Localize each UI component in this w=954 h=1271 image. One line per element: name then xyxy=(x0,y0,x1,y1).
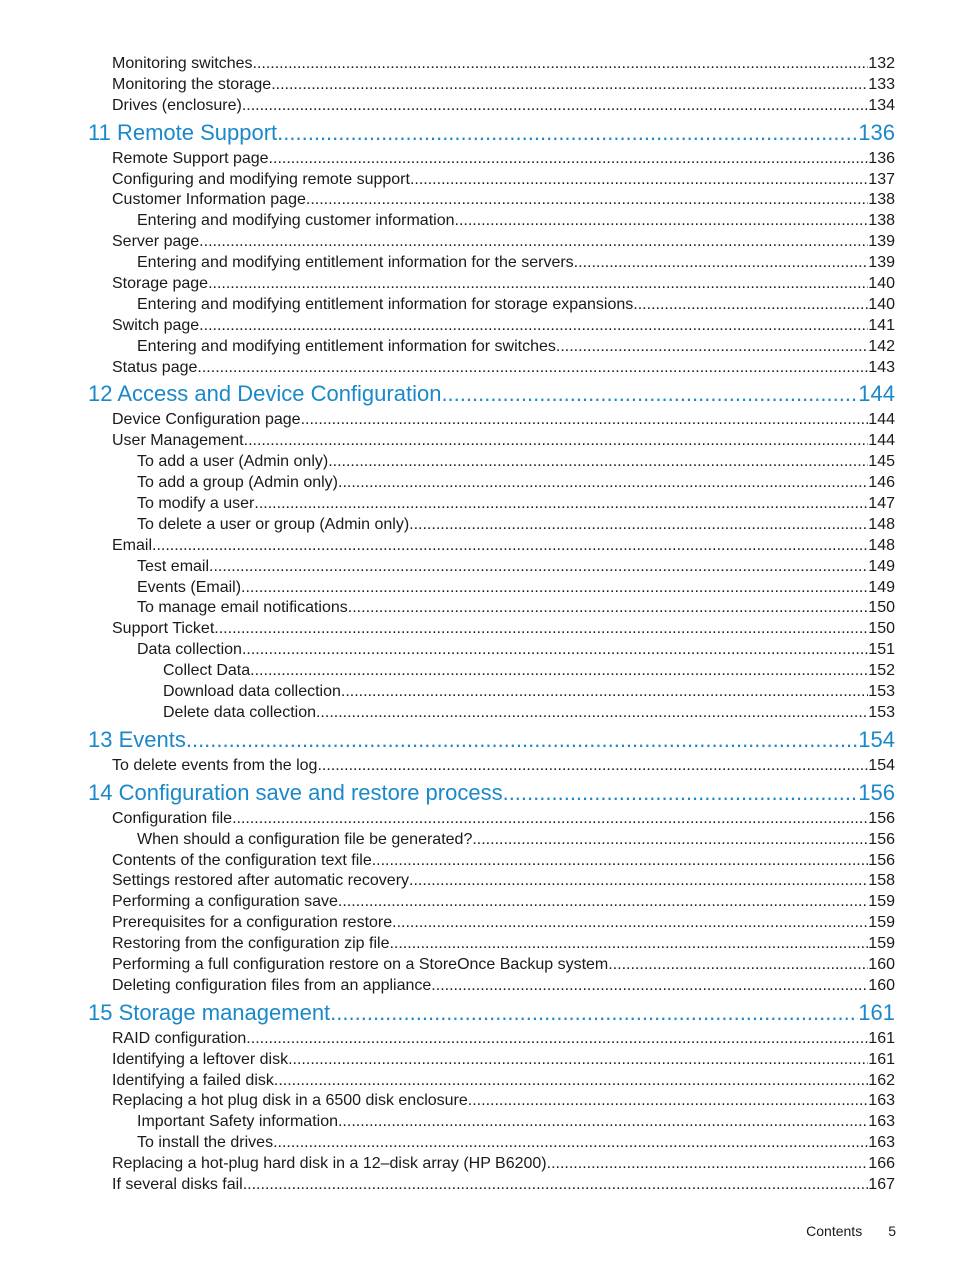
toc-section-entry[interactable] xyxy=(112,149,895,170)
toc-entry-page-number: 151 xyxy=(868,641,895,659)
toc-entry-title: Email xyxy=(112,536,153,554)
toc-entry-page-number: 146 xyxy=(868,474,895,492)
toc-entry-title: When should a configuration file be generated? xyxy=(137,830,473,848)
toc-subsubsection-entry[interactable] xyxy=(163,703,895,724)
toc-entry-page-number: 150 xyxy=(868,620,895,638)
dot-leader xyxy=(269,149,869,170)
toc-entry-page-number: 154 xyxy=(858,726,895,752)
toc-section-entry[interactable] xyxy=(112,934,895,955)
toc-entry-page-number: 139 xyxy=(868,254,895,272)
toc-entry-title: Entering and modifying customer information xyxy=(137,212,455,230)
toc-entry-title: Important Safety information xyxy=(137,1113,338,1131)
toc-entry-title: User Management xyxy=(112,432,244,450)
toc-subsection-entry[interactable] xyxy=(137,515,895,536)
toc-entry-title: To delete events from the log xyxy=(112,756,318,774)
dot-leader xyxy=(197,358,868,379)
toc-entry-page-number: 149 xyxy=(868,578,895,596)
toc-entry-page-number: 145 xyxy=(868,453,895,471)
dot-leader xyxy=(241,578,868,599)
toc-entry-page-number: 156 xyxy=(868,851,895,869)
toc-section-entry[interactable] xyxy=(112,1091,895,1112)
toc-entry-page-number: 156 xyxy=(868,830,895,848)
toc-subsection-entry[interactable] xyxy=(137,557,895,578)
toc-subsection-entry[interactable] xyxy=(137,473,895,494)
dot-leader xyxy=(316,703,868,724)
toc-section-entry[interactable] xyxy=(112,892,895,913)
page-footer xyxy=(806,1223,896,1239)
toc-entry-page-number: 161 xyxy=(868,1029,895,1047)
toc-entry-page-number: 161 xyxy=(868,1050,895,1068)
toc-entry-title: Test email xyxy=(137,557,210,575)
dot-leader xyxy=(441,378,858,410)
dot-leader xyxy=(472,830,868,851)
toc-section-entry[interactable] xyxy=(112,190,895,211)
dot-leader xyxy=(556,337,868,358)
toc-entry-page-number: 147 xyxy=(868,495,895,513)
dot-leader xyxy=(288,1050,868,1071)
toc-section-entry[interactable] xyxy=(112,871,895,892)
toc-chapter-entry[interactable] xyxy=(88,724,895,756)
toc-section-entry[interactable] xyxy=(112,316,895,337)
toc-entry-title: Switch page xyxy=(112,316,200,334)
dot-leader xyxy=(392,913,868,934)
toc-entry-page-number: 136 xyxy=(868,149,895,167)
toc-entry-page-number: 140 xyxy=(868,295,895,313)
toc-entry-page-number: 162 xyxy=(868,1071,895,1089)
toc-entry-page-number: 143 xyxy=(868,358,895,376)
toc-entry-title: Customer Information page xyxy=(112,191,306,209)
dot-leader xyxy=(242,96,868,117)
toc-entry-title: Events (Email) xyxy=(137,578,242,596)
dot-leader xyxy=(208,274,868,295)
footer-section-label: Contents xyxy=(806,1223,863,1239)
toc-entry-page-number: 144 xyxy=(868,432,895,450)
toc-entry-title: 15 Storage management xyxy=(88,999,331,1025)
toc-entry-page-number: 163 xyxy=(868,1113,895,1131)
dot-leader xyxy=(330,997,858,1029)
toc-section-entry[interactable] xyxy=(112,851,895,872)
toc-entry-page-number: 133 xyxy=(868,75,895,93)
toc-entry-page-number: 138 xyxy=(868,212,895,230)
toc-entry-page-number: 158 xyxy=(868,872,895,890)
dot-leader xyxy=(246,1029,868,1050)
toc-entry-page-number: 167 xyxy=(868,1175,895,1193)
dot-leader xyxy=(274,1071,868,1092)
dot-leader xyxy=(199,316,868,337)
toc-entry-title: Data collection xyxy=(137,641,242,659)
toc-entry-title: Collect Data xyxy=(163,662,251,680)
toc-entry-title: 14 Configuration save and restore process xyxy=(88,779,503,805)
toc-entry-title: Status page xyxy=(112,358,198,376)
toc-entry-title: Configuration file xyxy=(112,809,233,827)
dot-leader xyxy=(186,724,858,756)
toc-entry-title: Storage page xyxy=(112,275,209,293)
dot-leader xyxy=(301,410,869,431)
toc-section-entry[interactable] xyxy=(112,232,895,253)
dot-leader xyxy=(633,295,868,316)
dot-leader xyxy=(277,117,858,149)
toc-entry-page-number: 166 xyxy=(868,1155,895,1173)
dot-leader xyxy=(338,473,868,494)
toc-entry-title: Identifying a leftover disk xyxy=(112,1050,289,1068)
toc-subsection-entry[interactable] xyxy=(137,1133,895,1154)
toc-entry-title: Configuring and modifying remote support xyxy=(112,170,410,188)
dot-leader xyxy=(209,557,868,578)
toc-entry-page-number: 154 xyxy=(868,756,895,774)
toc-entry-page-number: 137 xyxy=(868,170,895,188)
toc-subsection-entry[interactable] xyxy=(137,598,895,619)
dot-leader xyxy=(244,431,869,452)
dot-leader xyxy=(547,1154,869,1175)
toc-entry-title: To add a user (Admin only) xyxy=(137,453,329,471)
dot-leader xyxy=(468,1091,869,1112)
toc-chapter-entry[interactable] xyxy=(88,378,895,410)
toc-entry-page-number: 142 xyxy=(868,337,895,355)
table-of-contents xyxy=(0,54,954,1196)
toc-entry-page-number: 141 xyxy=(868,316,895,334)
toc-entry-page-number: 134 xyxy=(868,96,895,114)
toc-subsection-entry[interactable] xyxy=(137,295,895,316)
toc-subsection-entry[interactable] xyxy=(137,640,895,661)
dot-leader xyxy=(273,1133,868,1154)
toc-entry-title: 11 Remote Support xyxy=(88,119,278,145)
toc-section-entry[interactable] xyxy=(112,913,895,934)
toc-entry-title: To manage email notifications xyxy=(137,599,348,617)
dot-leader xyxy=(232,809,868,830)
toc-entry-page-number: 160 xyxy=(868,955,895,973)
dot-leader xyxy=(608,955,868,976)
dot-leader xyxy=(328,452,868,473)
toc-entry-title: Entering and modifying entitlement information for the servers xyxy=(137,254,574,272)
toc-entry-page-number: 148 xyxy=(868,515,895,533)
toc-entry-title: Remote Support page xyxy=(112,149,269,167)
toc-entry-title: To add a group (Admin only) xyxy=(137,474,338,492)
footer-page-number: 5 xyxy=(888,1223,896,1239)
toc-entry-title: Support Ticket xyxy=(112,620,215,638)
dot-leader xyxy=(214,619,868,640)
dot-leader xyxy=(431,976,868,997)
toc-entry-title: Contents of the configuration text file xyxy=(112,851,372,869)
dot-leader xyxy=(341,682,868,703)
toc-entry-page-number: 138 xyxy=(868,191,895,209)
toc-subsection-entry[interactable] xyxy=(137,253,895,274)
toc-entry-page-number: 161 xyxy=(858,999,895,1025)
toc-entry-page-number: 132 xyxy=(868,55,895,72)
toc-entry-title: If several disks fail xyxy=(112,1175,243,1193)
toc-section-entry[interactable] xyxy=(112,955,895,976)
dot-leader xyxy=(271,75,868,96)
toc-section-entry[interactable] xyxy=(112,431,895,452)
toc-entry-page-number: 144 xyxy=(868,411,895,429)
dot-leader xyxy=(338,892,868,913)
dot-leader xyxy=(409,515,868,536)
toc-entry-page-number: 156 xyxy=(868,809,895,827)
dot-leader xyxy=(243,1175,869,1196)
toc-entry-title: Drives (enclosure) xyxy=(112,96,242,114)
toc-chapter-entry[interactable] xyxy=(88,997,895,1029)
toc-entry-title: Restoring from the configuration zip file xyxy=(112,935,390,953)
dot-leader xyxy=(250,661,868,682)
toc-section-entry[interactable] xyxy=(112,96,895,117)
toc-section-entry[interactable] xyxy=(112,1029,895,1050)
toc-entry-title: Monitoring the storage xyxy=(112,75,272,93)
toc-entry-page-number: 160 xyxy=(868,976,895,994)
toc-entry-page-number: 156 xyxy=(858,779,895,805)
toc-section-entry[interactable] xyxy=(112,358,895,379)
toc-section-entry[interactable] xyxy=(112,809,895,830)
toc-section-entry[interactable] xyxy=(112,1071,895,1092)
toc-section-entry[interactable] xyxy=(112,410,895,431)
toc-subsubsection-entry[interactable] xyxy=(163,682,895,703)
dot-leader xyxy=(574,253,869,274)
dot-leader xyxy=(242,640,868,661)
toc-section-entry[interactable] xyxy=(112,1154,895,1175)
toc-subsection-entry[interactable] xyxy=(137,830,895,851)
toc-section-entry[interactable] xyxy=(112,1050,895,1071)
toc-entry-title: To modify a user xyxy=(137,495,255,513)
toc-entry-page-number: 139 xyxy=(868,233,895,251)
toc-section-entry[interactable] xyxy=(112,756,895,777)
toc-chapter-entry[interactable] xyxy=(88,117,895,149)
toc-subsection-entry[interactable] xyxy=(137,578,895,599)
dot-leader xyxy=(409,871,868,892)
toc-section-entry[interactable] xyxy=(112,170,895,191)
toc-entry-page-number: 159 xyxy=(868,935,895,953)
toc-subsection-entry[interactable] xyxy=(137,452,895,473)
toc-entry-title: Download data collection xyxy=(163,683,341,701)
toc-entry-page-number: 150 xyxy=(868,599,895,617)
dot-leader xyxy=(152,536,868,557)
toc-entry-page-number: 136 xyxy=(858,119,895,145)
dot-leader xyxy=(306,190,868,211)
toc-subsection-entry[interactable] xyxy=(137,494,895,515)
toc-entry-page-number: 163 xyxy=(868,1092,895,1110)
toc-entry-title: Settings restored after automatic recovery xyxy=(112,872,410,890)
dot-leader xyxy=(372,851,869,872)
toc-entry-page-number: 159 xyxy=(868,893,895,911)
dot-leader xyxy=(338,1112,868,1133)
toc-entry-page-number: 153 xyxy=(868,703,895,721)
toc-section-entry[interactable] xyxy=(112,1175,895,1196)
toc-entry-page-number: 152 xyxy=(868,662,895,680)
dot-leader xyxy=(389,934,868,955)
toc-entry-title: Server page xyxy=(112,233,200,251)
toc-entry-title: Replacing a hot-plug hard disk in a 12–disk array (HP B6200) xyxy=(112,1155,547,1173)
dot-leader xyxy=(199,232,868,253)
dot-leader xyxy=(317,756,868,777)
toc-entry-title: RAID configuration xyxy=(112,1029,247,1047)
dot-leader xyxy=(254,494,868,515)
toc-entry-title: Performing a full configuration restore on a StoreOnce Backup system xyxy=(112,955,609,973)
toc-entry-title: Identifying a failed disk xyxy=(112,1071,274,1089)
dot-leader xyxy=(455,211,869,232)
toc-entry-title: Prerequisites for a configuration restore xyxy=(112,914,393,932)
dot-leader xyxy=(348,598,869,619)
dot-leader xyxy=(410,170,868,191)
toc-entry-page-number: 159 xyxy=(868,914,895,932)
toc-chapter-entry[interactable] xyxy=(88,777,895,809)
toc-section-entry[interactable] xyxy=(112,536,895,557)
toc-entry-page-number: 163 xyxy=(868,1134,895,1152)
toc-subsection-entry[interactable] xyxy=(137,1112,895,1133)
toc-section-entry[interactable] xyxy=(112,619,895,640)
toc-entry-title: Monitoring switches xyxy=(112,55,253,72)
toc-entry-title: Replacing a hot plug disk in a 6500 disk enclosure xyxy=(112,1092,468,1110)
toc-section-entry[interactable] xyxy=(112,274,895,295)
toc-entry-title: Entering and modifying entitlement information for switches xyxy=(137,337,556,355)
toc-entry-title: To install the drives xyxy=(137,1134,274,1152)
toc-entry-page-number: 148 xyxy=(868,536,895,554)
toc-entry-title: Device Configuration page xyxy=(112,411,301,429)
toc-entry-title: Entering and modifying entitlement information for storage expansions xyxy=(137,295,634,313)
toc-entry-page-number: 153 xyxy=(868,683,895,701)
toc-entry-title: To delete a user or group (Admin only) xyxy=(137,515,410,533)
toc-entry-title: 12 Access and Device Configuration xyxy=(88,381,442,407)
dot-leader xyxy=(253,54,869,75)
dot-leader xyxy=(503,777,859,809)
toc-entry-title: 13 Events xyxy=(88,726,186,752)
toc-section-entry[interactable] xyxy=(112,54,895,75)
toc-entry-title: Performing a configuration save xyxy=(112,893,338,911)
toc-section-entry[interactable] xyxy=(112,976,895,997)
toc-entry-page-number: 140 xyxy=(868,275,895,293)
toc-entry-page-number: 144 xyxy=(858,381,895,407)
toc-subsubsection-entry[interactable] xyxy=(163,661,895,682)
toc-entry-title: Delete data collection xyxy=(163,703,316,721)
toc-entry-title: Deleting configuration files from an appliance xyxy=(112,976,432,994)
toc-entry-page-number: 149 xyxy=(868,557,895,575)
toc-subsection-entry[interactable] xyxy=(137,337,895,358)
toc-section-entry[interactable] xyxy=(112,75,895,96)
toc-subsection-entry[interactable] xyxy=(137,211,895,232)
